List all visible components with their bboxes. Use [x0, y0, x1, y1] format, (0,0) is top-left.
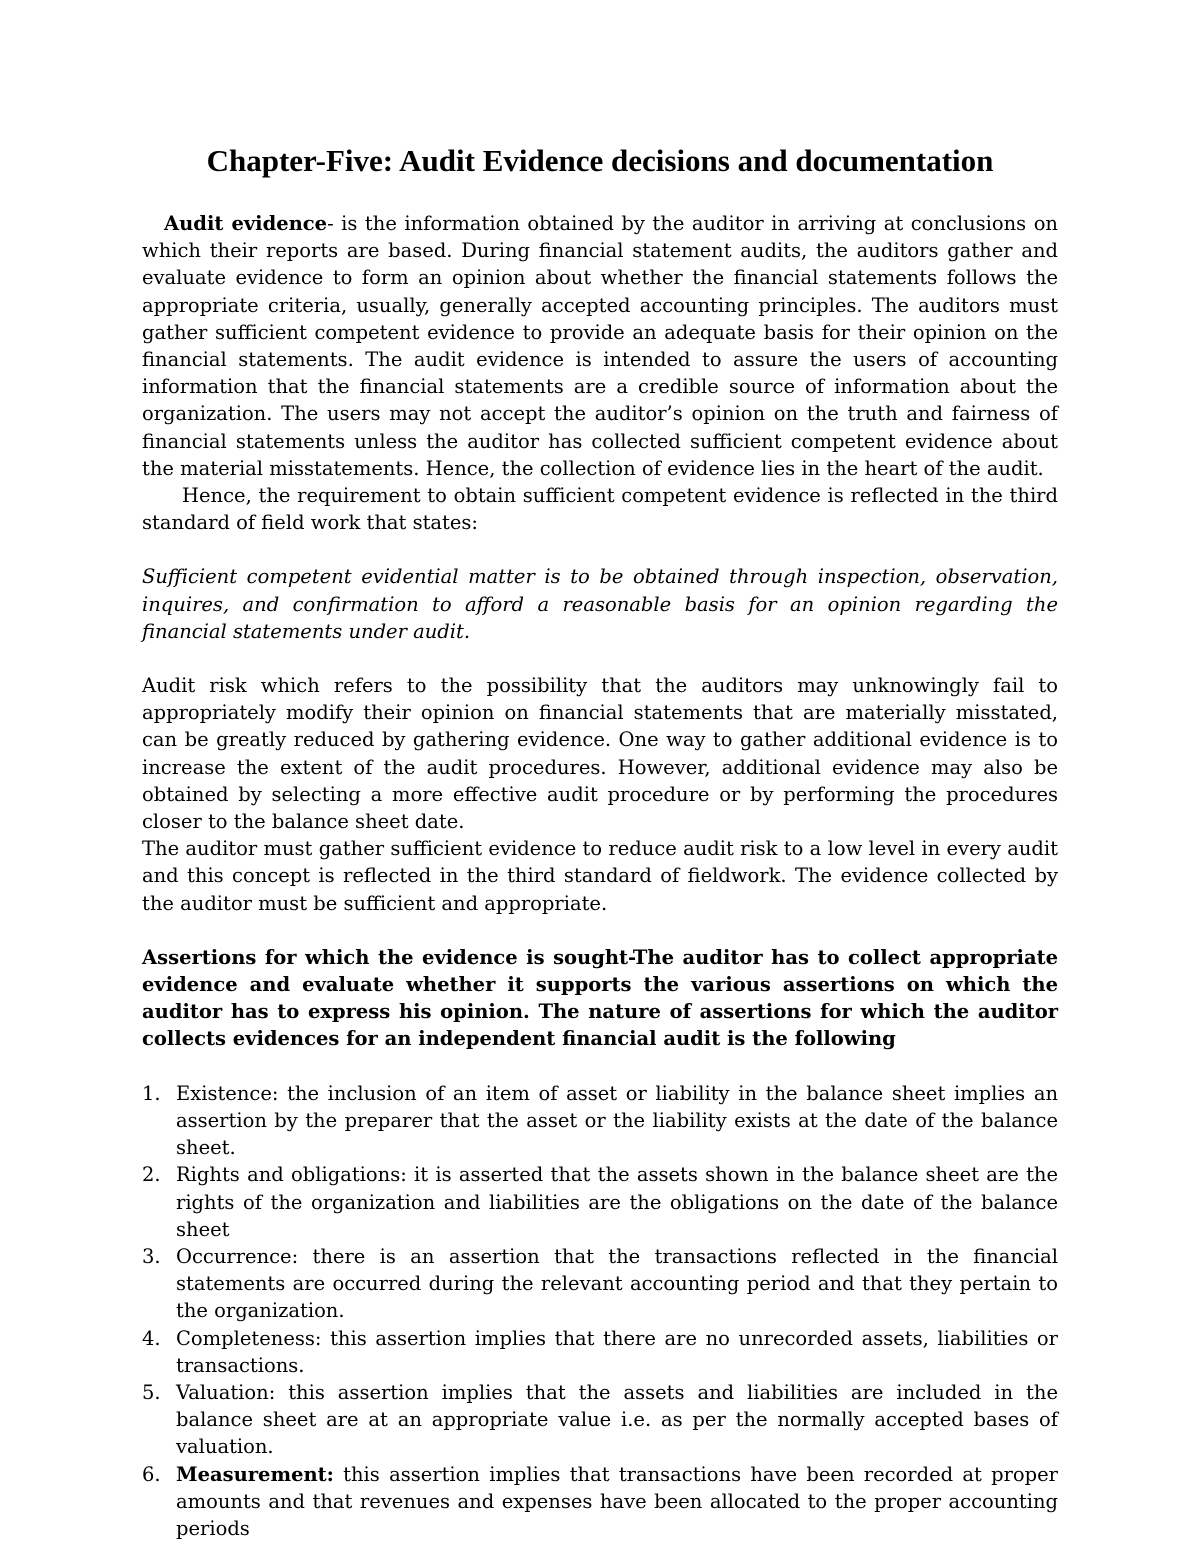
list-item	[142, 1243, 1058, 1325]
list-item	[142, 1080, 1058, 1162]
spacer	[142, 917, 1058, 944]
spacer	[142, 1053, 1058, 1080]
list-item-number: 1.	[142, 1081, 161, 1105]
requirement-paragraph: Hence, the requirement to obtain sufficient competent evidence is reflected in the third standard of field work that states:	[142, 484, 1058, 535]
list-item	[142, 1461, 1058, 1543]
audit-risk-paragraph: Audit risk which refers to the possibility that the auditors may unknowingly fail to appropriately modify their opinion on financial statements that are materially misstated, can be greatly reduced by gathering evidence. One way to gather additional evidence is to increase the extent of the audit procedures. However, additional evidence may also be obtained by selecting a more effective audit procedure or by performing the procedures closer to the balance sheet date.	[142, 674, 1058, 834]
intro-paragraph	[142, 210, 1058, 482]
list-item-text: Occurrence: there is an assertion that the transactions reflected in the financial statements are occurred during the relevant accounting period and that they pertain to the organization.	[176, 1244, 1058, 1323]
spacer	[142, 645, 1058, 672]
list-item-number: 5.	[142, 1380, 161, 1404]
list-item-text: Completeness: this assertion implies that there are no unrecorded assets, liabilities or transactions.	[176, 1326, 1058, 1377]
list-item-text: Existence: the inclusion of an item of asset or liability in the balance sheet implies an assertion by the preparer that the asset or the liability exists at the date of the balance sheet.	[176, 1081, 1058, 1160]
list-item-number: 2.	[142, 1163, 161, 1187]
list-item-text: Valuation: this assertion implies that the assets and liabilities are included in the balance sheet are at an appropriate value i.e. as per the normally accepted bases of valuation.	[176, 1380, 1058, 1459]
list-item-text: this assertion implies that transactions have been recorded at proper amounts and that revenues and expenses have been allocated to the proper accounting periods	[176, 1462, 1058, 1540]
spacer	[142, 536, 1058, 563]
list-item-number: 4.	[142, 1326, 161, 1350]
list-item	[142, 1325, 1058, 1379]
list-item-number: 6.	[142, 1462, 161, 1486]
assertions-heading: Assertions for which the evidence is sought-The auditor has to collect appropriate evidence and evaluate whether it supports the various assertions on which the auditor has to express his opinion. The nature of assertions for which the auditor collects evidences for an independent financial audit is the following	[142, 945, 1058, 1051]
list-item	[142, 1379, 1058, 1461]
list-item-number: 3.	[142, 1244, 161, 1268]
list-item-lead: Measurement:	[176, 1462, 334, 1486]
intro-text: - is the information obtained by the auditor in arriving at conclusions on which their reports are based. During financial statement audits, the auditors gather and evaluate evidence to form an opinion about whether the financial statements follows the appropriate criteria, usually, generally accepted accounting principles. The auditors must gather sufficient competent evidence to provide an adequate basis for their opinion on the financial statements. The audit evidence is intended to assure the users of accounting information that the financial statements are a credible source of information about the organization. The users may not accept the auditor’s opinion on the truth and fairness of financial statements unless the auditor has collected sufficient competent evidence about the material misstatements. Hence, the collection of evidence lies in the heart of the audit.	[142, 212, 1058, 480]
sufficient-evidence-paragraph: The auditor must gather sufficient evidence to reduce audit risk to a low level in every audit and this concept is reflected in the third standard of fieldwork. The evidence collected by the auditor must be sufficient and appropriate.	[142, 837, 1058, 915]
standard-quote: Sufficient competent evidential matter is to be obtained through inspection, observation, inquires, and confirmation to afford a reasonable basis for an opinion regarding the financial statements under audit.	[142, 565, 1058, 643]
page-title: Chapter-Five: Audit Evidence decisions and documentation	[206, 143, 994, 178]
list-item-text: Rights and obligations: it is asserted that the assets shown in the balance sheet are the rights of the organization and liabilities are the obligations on the date of the balance sheet	[176, 1163, 1058, 1241]
assertions-list	[142, 1080, 1058, 1542]
intro-term: Audit evidence	[164, 212, 328, 235]
list-item	[142, 1161, 1058, 1243]
